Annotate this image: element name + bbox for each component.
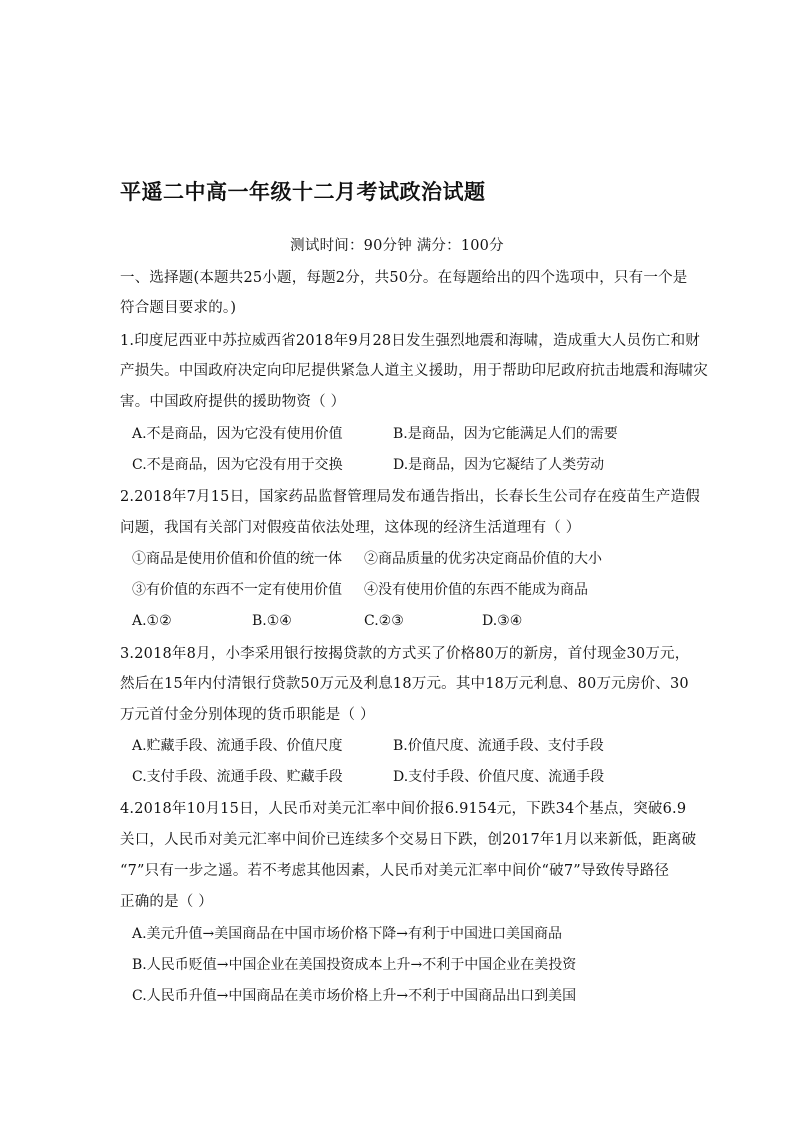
question-3-option-d: D.支付手段、价值尺度、流通手段 [393, 769, 605, 785]
question-4-option-a: A.美元升值→美国商品在中国市场价格下降→有利于中国进口美国商品 [132, 926, 563, 942]
question-2-option-c: C.②③ [364, 613, 404, 629]
question-2-statement-1: ①商品是使用价值和价值的统一体 [132, 551, 342, 567]
question-4-text: “7”只有一步之遥。若不考虑其他因素，人民币对美元汇率中间价“破7”导致传导路径 [120, 863, 670, 879]
question-4-text: 关口，人民币对美元汇率中间价已连续多个交易日下跌，创2017年1月以来新低，距离破 [120, 832, 697, 848]
question-1-option-a: A.不是商品，因为它没有使用价值 [132, 426, 343, 442]
question-2-statement-4: ④没有使用价值的东西不能成为商品 [364, 582, 588, 598]
question-3-text: 3.2018年8月，小李采用银行按揭贷款的方式买了价格80万的新房，首付现金30万元， [120, 646, 690, 662]
question-2-text: 问题，我国有关部门对假疫苗依法处理，这体现的经济生活道理有（ ） [120, 520, 581, 536]
question-2-option-a: A.①② [132, 613, 172, 629]
question-4-text: 4.2018年10月15日，人民币对美元汇率中间价报6.9154元，下跌34个基点，突破6.9 [120, 801, 687, 817]
question-2-option-d: D.③④ [482, 613, 523, 629]
section-instructions-line: 符合题目要求的。) [120, 300, 237, 316]
question-1-text: 产损失。中国政府决定向印尼提供紧急人道主义援助，用于帮助印尼政府抗击地震和海啸灾 [120, 363, 708, 379]
question-2-statement-2: ②商品质量的优劣决定商品价值的大小 [364, 551, 602, 567]
question-4-option-b: B.人民币贬值→中国企业在美国投资成本上升→不利于中国企业在美投资 [132, 957, 577, 973]
question-1-option-d: D.是商品，因为它凝结了人类劳动 [393, 457, 605, 473]
question-2-text: 2.2018年7月15日，国家药品监督管理局发布通告指出，长春长生公司存在疫苗生产造假 [120, 489, 701, 505]
question-2-statement-3: ③有价值的东西不一定有使用价值 [132, 582, 342, 598]
question-1-option-c: C.不是商品，因为它没有用于交换 [132, 457, 343, 473]
question-4-option-c: C.人民币升值→中国商品在美市场价格上升→不利于中国商品出口到美国 [132, 988, 577, 1004]
document-title: 平遥二中高一年级十二月考试政治试题 [120, 179, 486, 204]
section-instructions-line: 一、选择题(本题共25小题，每题2分，共50分。在每题给出的四个选项中，只有一个是 [120, 270, 688, 286]
question-3-text: 然后在15年内付清银行贷款50万元及利息18万元。其中18万元利息、80万元房价、30 [120, 676, 689, 692]
question-1-text: 害。中国政府提供的援助物资（ ） [120, 394, 346, 410]
question-3-option-c: C.支付手段、流通手段、贮藏手段 [132, 769, 343, 785]
exam-info: 测试时间：90分钟 满分：100分 [290, 238, 504, 254]
question-1-text: 1.印度尼西亚中苏拉威西省2018年9月28日发生强烈地震和海啸，造成重大人员伤亡和财 [120, 333, 701, 349]
question-2-option-b: B.①④ [252, 613, 292, 629]
question-3-text: 万元首付金分别体现的货币职能是（ ） [120, 707, 375, 723]
question-1-option-b: B.是商品，因为它能满足人们的需要 [393, 426, 618, 442]
question-3-option-b: B.价值尺度、流通手段、支付手段 [393, 738, 604, 754]
question-4-text: 正确的是（ ） [120, 894, 214, 910]
question-3-option-a: A.贮藏手段、流通手段、价值尺度 [132, 738, 343, 754]
